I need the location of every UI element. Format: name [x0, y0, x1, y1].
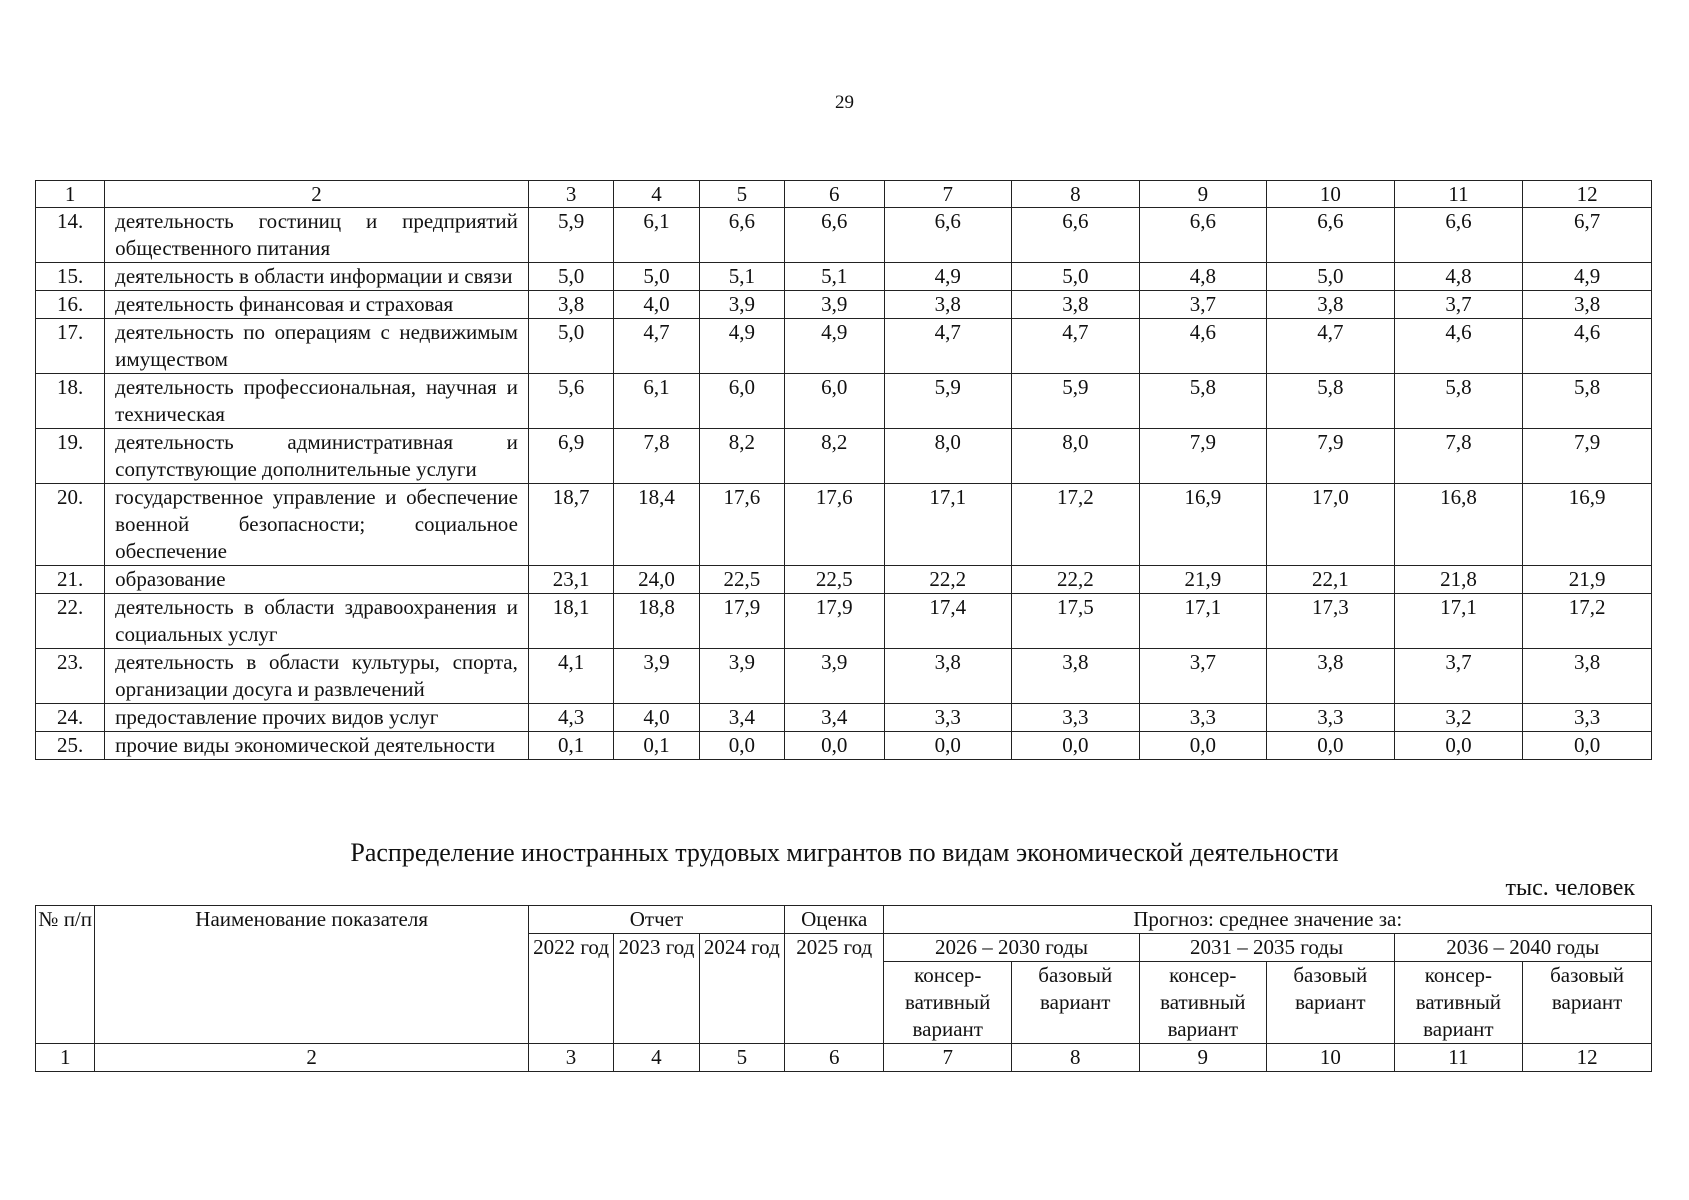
- value-cell: 17,1: [1139, 594, 1267, 649]
- row-number: 14.: [36, 208, 105, 263]
- value-cell: 8,0: [1012, 429, 1140, 484]
- value-cell: 22,2: [884, 566, 1012, 594]
- value-cell: 6,6: [1267, 208, 1395, 263]
- num-header: № п/п: [36, 906, 95, 1044]
- row-number: 23.: [36, 649, 105, 704]
- value-cell: 17,9: [785, 594, 884, 649]
- row-number: 15.: [36, 263, 105, 291]
- row-number: 19.: [36, 429, 105, 484]
- column-number-cell: 1: [36, 181, 105, 208]
- indicator-name: деятельность профессиональная, научная и техническая: [105, 374, 529, 429]
- value-cell: 6,9: [528, 429, 613, 484]
- value-cell: 5,8: [1523, 374, 1652, 429]
- value-cell: 3,3: [884, 704, 1012, 732]
- value-cell: 5,9: [884, 374, 1012, 429]
- forecast-period: 2026 – 2030 годы: [884, 934, 1139, 962]
- variant-conservative: консер-вативный вариант: [1139, 962, 1267, 1044]
- value-cell: 17,4: [884, 594, 1012, 649]
- value-cell: 3,3: [1139, 704, 1267, 732]
- value-cell: 4,6: [1139, 319, 1267, 374]
- value-cell: 3,9: [699, 649, 784, 704]
- report-year: 2023 год: [614, 934, 699, 1044]
- indicator-name: деятельность административная и сопутствующие дополнительные услуги: [105, 429, 529, 484]
- value-cell: 5,1: [699, 263, 784, 291]
- value-cell: 18,1: [528, 594, 613, 649]
- value-cell: 6,0: [699, 374, 784, 429]
- value-cell: 7,9: [1267, 429, 1395, 484]
- value-cell: 6,6: [1139, 208, 1267, 263]
- indicator-name: предоставление прочих видов услуг: [105, 704, 529, 732]
- row-number: 20.: [36, 484, 105, 566]
- value-cell: 6,1: [614, 208, 699, 263]
- value-cell: 7,9: [1139, 429, 1267, 484]
- value-cell: 4,9: [699, 319, 784, 374]
- value-cell: 0,0: [1394, 732, 1523, 760]
- value-cell: 23,1: [528, 566, 613, 594]
- column-number-cell: 3: [528, 1044, 613, 1072]
- indicator-name: образование: [105, 566, 529, 594]
- row-number: 16.: [36, 291, 105, 319]
- value-cell: 4,0: [614, 291, 699, 319]
- variant-conservative: консер-вативный вариант: [1394, 962, 1523, 1044]
- value-cell: 4,1: [528, 649, 613, 704]
- column-number-cell: 8: [1011, 1044, 1139, 1072]
- column-number-cell: 10: [1267, 1044, 1395, 1072]
- value-cell: 5,8: [1139, 374, 1267, 429]
- value-cell: 3,3: [1267, 704, 1395, 732]
- column-number-cell: 5: [699, 1044, 784, 1072]
- value-cell: 6,7: [1523, 208, 1652, 263]
- value-cell: 21,8: [1394, 566, 1523, 594]
- value-cell: 18,4: [614, 484, 699, 566]
- row-number: 18.: [36, 374, 105, 429]
- column-number-cell: 10: [1267, 181, 1395, 208]
- column-number-cell: 7: [884, 1044, 1012, 1072]
- value-cell: 17,0: [1267, 484, 1395, 566]
- report-year: 2022 год: [528, 934, 613, 1044]
- value-cell: 17,6: [699, 484, 784, 566]
- value-cell: 3,8: [528, 291, 613, 319]
- value-cell: 5,0: [1012, 263, 1140, 291]
- table-row: [36, 263, 1652, 291]
- value-cell: 16,9: [1139, 484, 1267, 566]
- indicator-name: деятельность гостиниц и предприятий общественного питания: [105, 208, 529, 263]
- value-cell: 3,2: [1394, 704, 1523, 732]
- estimate-header: Оценка: [785, 906, 884, 934]
- value-cell: 6,1: [614, 374, 699, 429]
- column-number-cell: 9: [1139, 181, 1267, 208]
- value-cell: 6,6: [785, 208, 884, 263]
- value-cell: 5,0: [1267, 263, 1395, 291]
- row-number: 25.: [36, 732, 105, 760]
- value-cell: 0,0: [699, 732, 784, 760]
- value-cell: 16,8: [1394, 484, 1523, 566]
- value-cell: 8,0: [884, 429, 1012, 484]
- value-cell: 5,6: [528, 374, 613, 429]
- column-number-cell: 5: [699, 181, 784, 208]
- variant-conservative: консер-вативный вариант: [884, 962, 1012, 1044]
- row-number: 24.: [36, 704, 105, 732]
- value-cell: 4,6: [1394, 319, 1523, 374]
- indicator-name: деятельность в области культуры, спорта, организации досуга и развлечений: [105, 649, 529, 704]
- value-cell: 18,7: [528, 484, 613, 566]
- second-table: [35, 905, 1652, 1072]
- value-cell: 3,8: [1523, 649, 1652, 704]
- table-row: [36, 374, 1652, 429]
- value-cell: 17,2: [1523, 594, 1652, 649]
- value-cell: 21,9: [1139, 566, 1267, 594]
- column-number-cell: 6: [785, 181, 884, 208]
- value-cell: 22,1: [1267, 566, 1395, 594]
- value-cell: 6,6: [884, 208, 1012, 263]
- value-cell: 8,2: [785, 429, 884, 484]
- column-number-cell: 4: [614, 1044, 699, 1072]
- value-cell: 5,0: [528, 263, 613, 291]
- table-row: [36, 704, 1652, 732]
- value-cell: 4,3: [528, 704, 613, 732]
- section-title: Распределение иностранных трудовых мигрантов по видам экономической деятельности: [350, 838, 1339, 867]
- value-cell: 17,1: [884, 484, 1012, 566]
- value-cell: 7,8: [1394, 429, 1523, 484]
- value-cell: 4,6: [1523, 319, 1652, 374]
- column-number-cell: 9: [1139, 1044, 1267, 1072]
- forecast-period: 2031 – 2035 годы: [1139, 934, 1394, 962]
- variant-base: базовый вариант: [1523, 962, 1652, 1044]
- column-number-cell: 2: [95, 1044, 528, 1072]
- value-cell: 3,7: [1394, 649, 1523, 704]
- variant-base: базовый вариант: [1011, 962, 1139, 1044]
- column-number-cell: 1: [36, 1044, 95, 1072]
- indicator-name: деятельность в области информации и связи: [105, 263, 529, 291]
- indicator-name: деятельность финансовая и страховая: [105, 291, 529, 319]
- value-cell: 3,7: [1394, 291, 1523, 319]
- indicator-name: деятельность в области здравоохранения и социальных услуг: [105, 594, 529, 649]
- main-table: [35, 180, 1652, 760]
- value-cell: 5,8: [1267, 374, 1395, 429]
- row-number: 22.: [36, 594, 105, 649]
- value-cell: 4,7: [1267, 319, 1395, 374]
- indicator-name: прочие виды экономической деятельности: [105, 732, 529, 760]
- value-cell: 6,6: [1012, 208, 1140, 263]
- value-cell: 4,9: [785, 319, 884, 374]
- value-cell: 6,6: [1394, 208, 1523, 263]
- value-cell: 3,4: [699, 704, 784, 732]
- value-cell: 4,0: [614, 704, 699, 732]
- row-number: 17.: [36, 319, 105, 374]
- column-number-cell: 6: [785, 1044, 884, 1072]
- value-cell: 0,1: [528, 732, 613, 760]
- value-cell: 24,0: [614, 566, 699, 594]
- column-number-cell: 2: [105, 181, 529, 208]
- value-cell: 21,9: [1523, 566, 1652, 594]
- value-cell: 6,0: [785, 374, 884, 429]
- table-row: [36, 649, 1652, 704]
- value-cell: 3,8: [1267, 291, 1395, 319]
- value-cell: 3,8: [1523, 291, 1652, 319]
- value-cell: 22,5: [699, 566, 784, 594]
- value-cell: 3,9: [614, 649, 699, 704]
- table-row: [36, 484, 1652, 566]
- value-cell: 7,9: [1523, 429, 1652, 484]
- column-number-cell: 7: [884, 181, 1012, 208]
- value-cell: 4,8: [1394, 263, 1523, 291]
- value-cell: 4,9: [1523, 263, 1652, 291]
- value-cell: 3,8: [1012, 291, 1140, 319]
- indicator-name: государственное управление и обеспечение военной безопасности; социальное обеспечение: [105, 484, 529, 566]
- value-cell: 4,7: [884, 319, 1012, 374]
- value-cell: 0,0: [1012, 732, 1140, 760]
- value-cell: 5,9: [1012, 374, 1140, 429]
- value-cell: 22,5: [785, 566, 884, 594]
- indicator-name: деятельность по операциям с недвижимым имуществом: [105, 319, 529, 374]
- value-cell: 0,1: [614, 732, 699, 760]
- value-cell: 4,9: [884, 263, 1012, 291]
- table-row: [36, 319, 1652, 374]
- value-cell: 17,3: [1267, 594, 1395, 649]
- variant-base: базовый вариант: [1267, 962, 1395, 1044]
- value-cell: 4,7: [1012, 319, 1140, 374]
- value-cell: 3,7: [1139, 291, 1267, 319]
- column-number-cell: 12: [1523, 1044, 1652, 1072]
- column-number-cell: 12: [1523, 181, 1652, 208]
- estimate-year: 2025 год: [785, 934, 884, 1044]
- unit-label: тыс. человек: [1505, 875, 1635, 901]
- value-cell: 7,8: [614, 429, 699, 484]
- value-cell: 5,0: [528, 319, 613, 374]
- table-row: [36, 291, 1652, 319]
- name-header: Наименование показателя: [95, 906, 528, 1044]
- value-cell: 0,0: [785, 732, 884, 760]
- column-number-cell: 3: [528, 181, 613, 208]
- report-year: 2024 год: [699, 934, 784, 1044]
- column-number-cell: 4: [614, 181, 699, 208]
- value-cell: 5,1: [785, 263, 884, 291]
- forecast-header: Прогноз: среднее значение за:: [884, 906, 1652, 934]
- value-cell: 3,7: [1139, 649, 1267, 704]
- value-cell: 3,8: [884, 291, 1012, 319]
- value-cell: 17,6: [785, 484, 884, 566]
- value-cell: 0,0: [1523, 732, 1652, 760]
- value-cell: 4,7: [614, 319, 699, 374]
- value-cell: 3,8: [1267, 649, 1395, 704]
- value-cell: 3,9: [785, 649, 884, 704]
- value-cell: 0,0: [1139, 732, 1267, 760]
- value-cell: 17,5: [1012, 594, 1140, 649]
- column-number-cell: 11: [1394, 181, 1523, 208]
- value-cell: 0,0: [884, 732, 1012, 760]
- value-cell: 3,4: [785, 704, 884, 732]
- column-number-cell: 8: [1012, 181, 1140, 208]
- page-number: 29: [835, 92, 854, 113]
- value-cell: 5,8: [1394, 374, 1523, 429]
- value-cell: 3,8: [884, 649, 1012, 704]
- value-cell: 3,3: [1523, 704, 1652, 732]
- table-row: [36, 429, 1652, 484]
- value-cell: 8,2: [699, 429, 784, 484]
- table-row: [36, 566, 1652, 594]
- value-cell: 3,9: [785, 291, 884, 319]
- value-cell: 0,0: [1267, 732, 1395, 760]
- table-row: [36, 594, 1652, 649]
- value-cell: 17,9: [699, 594, 784, 649]
- table-row: [36, 732, 1652, 760]
- value-cell: 4,8: [1139, 263, 1267, 291]
- value-cell: 5,9: [528, 208, 613, 263]
- value-cell: 16,9: [1523, 484, 1652, 566]
- table-row: [36, 208, 1652, 263]
- value-cell: 6,6: [699, 208, 784, 263]
- value-cell: 3,9: [699, 291, 784, 319]
- column-number-cell: 11: [1394, 1044, 1523, 1072]
- value-cell: 18,8: [614, 594, 699, 649]
- value-cell: 17,2: [1012, 484, 1140, 566]
- value-cell: 3,3: [1012, 704, 1140, 732]
- forecast-period: 2036 – 2040 годы: [1394, 934, 1651, 962]
- value-cell: 5,0: [614, 263, 699, 291]
- value-cell: 3,8: [1012, 649, 1140, 704]
- report-header: Отчет: [528, 906, 784, 934]
- value-cell: 22,2: [1012, 566, 1140, 594]
- row-number: 21.: [36, 566, 105, 594]
- value-cell: 17,1: [1394, 594, 1523, 649]
